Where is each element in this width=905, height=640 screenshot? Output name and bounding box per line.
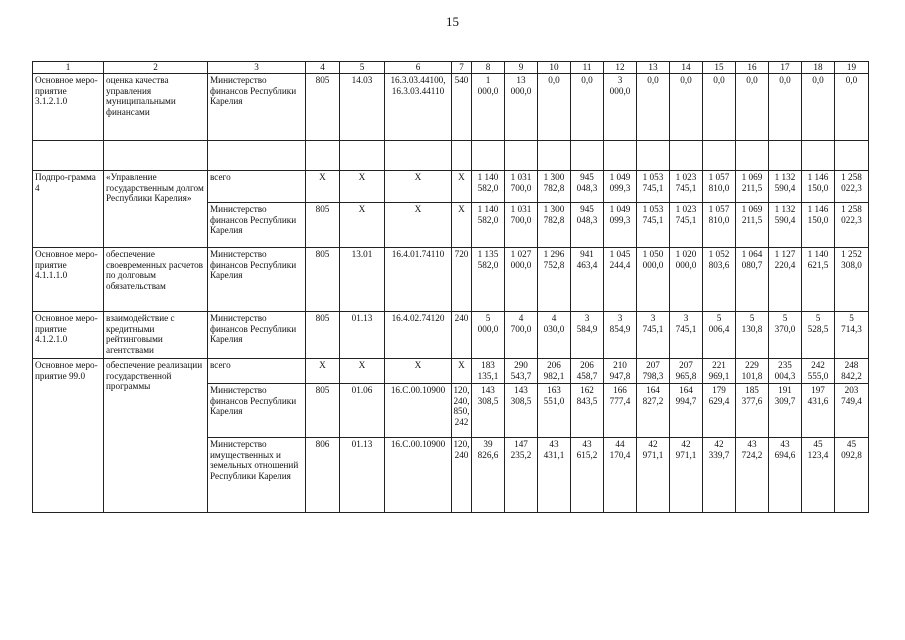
spacer-cell: [33, 141, 104, 171]
value-cell: 3 584,9: [571, 312, 604, 359]
value-cell: 1 053 745,1: [637, 171, 670, 203]
executor-cell: всего: [208, 359, 306, 384]
spacer-cell: [538, 141, 571, 171]
measure-description: «Управление государственным долгом Республики Карелия»: [104, 171, 208, 248]
column-header-9: 9: [505, 62, 538, 74]
value-cell: 1 052 803,6: [703, 248, 736, 312]
value-cell: 248 842,2: [835, 359, 869, 384]
value-cell: 43 694,6: [769, 438, 802, 513]
value-cell: 1 049 099,3: [604, 171, 637, 203]
section-code-cell: 01.13: [340, 312, 385, 359]
value-cell: 5 000,0: [472, 312, 505, 359]
spacer-cell: [340, 141, 385, 171]
target-code-cell: X: [385, 203, 452, 248]
spacer-row: [33, 141, 869, 171]
measure-description: обеспечение своевременных расчетов по долговым обязательствам: [104, 248, 208, 312]
value-cell: 945 048,3: [571, 203, 604, 248]
target-code-cell: 16.3.03.44100, 16.3.03.44110: [385, 74, 452, 141]
column-header-4: 4: [306, 62, 340, 74]
value-cell: 3 745,1: [670, 312, 703, 359]
value-cell: 1 252 308,0: [835, 248, 869, 312]
table-row: [33, 248, 869, 312]
executor-cell: Министерство имущественных и земельных отношений Республики Карелия: [208, 438, 306, 513]
table-body: [33, 62, 869, 513]
value-cell: 1 050 000,0: [637, 248, 670, 312]
value-cell: 1 146 150,0: [802, 171, 835, 203]
table-row: [33, 171, 869, 203]
value-cell: 1 146 150,0: [802, 203, 835, 248]
spacer-cell: [835, 141, 869, 171]
target-code-cell: 16.4.02.74120: [385, 312, 452, 359]
spacer-cell: [208, 141, 306, 171]
section-code-cell: X: [340, 171, 385, 203]
column-header-16: 16: [736, 62, 769, 74]
budget-table: [32, 61, 869, 513]
value-cell: 0,0: [637, 74, 670, 141]
ministry-code-cell: 806: [306, 438, 340, 513]
value-cell: 143 308,5: [505, 384, 538, 438]
value-cell: 1 140 582,0: [472, 203, 505, 248]
value-cell: 39 826,6: [472, 438, 505, 513]
table-row: [33, 312, 869, 359]
value-cell: 43 431,1: [538, 438, 571, 513]
value-cell: 229 101,8: [736, 359, 769, 384]
value-cell: 235 004,3: [769, 359, 802, 384]
value-cell: 5 130,8: [736, 312, 769, 359]
value-cell: 0,0: [703, 74, 736, 141]
spacer-cell: [385, 141, 452, 171]
value-cell: 1 020 000,0: [670, 248, 703, 312]
value-cell: 191 309,7: [769, 384, 802, 438]
column-header-13: 13: [637, 62, 670, 74]
spacer-cell: [505, 141, 538, 171]
column-header-14: 14: [670, 62, 703, 74]
value-cell: 44 170,4: [604, 438, 637, 513]
ministry-code-cell: 805: [306, 74, 340, 141]
expense-type-cell: X: [452, 171, 472, 203]
section-code-cell: X: [340, 203, 385, 248]
column-header-7: 7: [452, 62, 472, 74]
spacer-cell: [670, 141, 703, 171]
value-cell: 3 854,9: [604, 312, 637, 359]
value-cell: 1 258 022,3: [835, 203, 869, 248]
value-cell: 290 543,7: [505, 359, 538, 384]
expense-type-cell: 120, 240: [452, 438, 472, 513]
spacer-cell: [571, 141, 604, 171]
column-header-19: 19: [835, 62, 869, 74]
executor-cell: Министерство финансов Республики Карелия: [208, 203, 306, 248]
spacer-cell: [452, 141, 472, 171]
value-cell: 1 258 022,3: [835, 171, 869, 203]
expense-type-cell: 120, 240, 850, 242: [452, 384, 472, 438]
page-number: 15: [446, 14, 459, 29]
target-code-cell: X: [385, 359, 452, 384]
value-cell: 183 135,1: [472, 359, 505, 384]
value-cell: 1 053 745,1: [637, 203, 670, 248]
value-cell: 1 140 621,5: [802, 248, 835, 312]
value-cell: 945 048,3: [571, 171, 604, 203]
value-cell: 1 296 752,8: [538, 248, 571, 312]
value-cell: 42 971,1: [670, 438, 703, 513]
value-cell: 1 049 099,3: [604, 203, 637, 248]
spacer-cell: [802, 141, 835, 171]
value-cell: 4 700,0: [505, 312, 538, 359]
spacer-cell: [637, 141, 670, 171]
header-row: [33, 62, 869, 74]
value-cell: 163 551,0: [538, 384, 571, 438]
value-cell: 5 528,5: [802, 312, 835, 359]
value-cell: 242 555,0: [802, 359, 835, 384]
ministry-code-cell: 805: [306, 384, 340, 438]
section-code-cell: X: [340, 359, 385, 384]
value-cell: 43 724,2: [736, 438, 769, 513]
executor-cell: Министерство финансов Республики Карелия: [208, 248, 306, 312]
value-cell: 1 064 080,7: [736, 248, 769, 312]
value-cell: 185 377,6: [736, 384, 769, 438]
column-header-11: 11: [571, 62, 604, 74]
spacer-cell: [306, 141, 340, 171]
value-cell: 1 140 582,0: [472, 171, 505, 203]
column-header-1: 1: [33, 62, 104, 74]
value-cell: 1 069 211,5: [736, 203, 769, 248]
target-code-cell: 16.С.00.10900: [385, 384, 452, 438]
value-cell: 164 827,2: [637, 384, 670, 438]
value-cell: 1 000,0: [472, 74, 505, 141]
column-header-17: 17: [769, 62, 802, 74]
value-cell: 147 235,2: [505, 438, 538, 513]
spacer-cell: [703, 141, 736, 171]
ministry-code-cell: 805: [306, 312, 340, 359]
value-cell: 0,0: [538, 74, 571, 141]
target-code-cell: 16.4.01.74110: [385, 248, 452, 312]
value-cell: 203 749,4: [835, 384, 869, 438]
value-cell: 941 463,4: [571, 248, 604, 312]
measure-name: Основное меро-приятие 4.1.1.1.0: [33, 248, 104, 312]
value-cell: 1 045 244,4: [604, 248, 637, 312]
value-cell: 1 023 745,1: [670, 171, 703, 203]
column-header-6: 6: [385, 62, 452, 74]
value-cell: 0,0: [670, 74, 703, 141]
value-cell: 5 714,3: [835, 312, 869, 359]
table-row: [33, 74, 869, 141]
column-header-12: 12: [604, 62, 637, 74]
value-cell: 0,0: [802, 74, 835, 141]
value-cell: 197 431,6: [802, 384, 835, 438]
table-row: [33, 359, 869, 384]
expense-type-cell: X: [452, 359, 472, 384]
measure-description: взаимодействие с кредитными рейтинговыми агентствами: [104, 312, 208, 359]
column-header-2: 2: [104, 62, 208, 74]
column-header-15: 15: [703, 62, 736, 74]
spacer-cell: [736, 141, 769, 171]
target-code-cell: X: [385, 171, 452, 203]
value-cell: 1 031 700,0: [505, 171, 538, 203]
expense-type-cell: 240: [452, 312, 472, 359]
value-cell: 207 965,8: [670, 359, 703, 384]
spacer-cell: [472, 141, 505, 171]
value-cell: 1 135 582,0: [472, 248, 505, 312]
value-cell: 1 132 590,4: [769, 171, 802, 203]
value-cell: 1 300 782,8: [538, 171, 571, 203]
expense-type-cell: 540: [452, 74, 472, 141]
value-cell: 3 000,0: [604, 74, 637, 141]
value-cell: 1 300 782,8: [538, 203, 571, 248]
ministry-code-cell: X: [306, 171, 340, 203]
value-cell: 166 777,4: [604, 384, 637, 438]
spacer-cell: [604, 141, 637, 171]
expense-type-cell: 720: [452, 248, 472, 312]
executor-cell: всего: [208, 171, 306, 203]
value-cell: 143 308,5: [472, 384, 505, 438]
spacer-cell: [104, 141, 208, 171]
column-header-3: 3: [208, 62, 306, 74]
value-cell: 207 798,3: [637, 359, 670, 384]
spacer-cell: [769, 141, 802, 171]
value-cell: 0,0: [736, 74, 769, 141]
value-cell: 1 023 745,1: [670, 203, 703, 248]
value-cell: 0,0: [835, 74, 869, 141]
ministry-code-cell: X: [306, 359, 340, 384]
value-cell: 43 615,2: [571, 438, 604, 513]
value-cell: 179 629,4: [703, 384, 736, 438]
value-cell: 5 370,0: [769, 312, 802, 359]
value-cell: 1 132 590,4: [769, 203, 802, 248]
value-cell: 13 000,0: [505, 74, 538, 141]
value-cell: 4 030,0: [538, 312, 571, 359]
measure-name: Подпро-грамма 4: [33, 171, 104, 248]
section-code-cell: 13.01: [340, 248, 385, 312]
value-cell: 210 947,8: [604, 359, 637, 384]
value-cell: 42 971,1: [637, 438, 670, 513]
value-cell: 0,0: [571, 74, 604, 141]
measure-description: обеспечение реализации государственной программы: [104, 359, 208, 513]
executor-cell: Министерство финансов Республики Карелия: [208, 312, 306, 359]
value-cell: 1 027 000,0: [505, 248, 538, 312]
value-cell: 206 458,7: [571, 359, 604, 384]
executor-cell: Министерство финансов Республики Карелия: [208, 74, 306, 141]
ministry-code-cell: 805: [306, 203, 340, 248]
target-code-cell: 16.С.00.10900: [385, 438, 452, 513]
value-cell: 1 127 220,4: [769, 248, 802, 312]
value-cell: 0,0: [769, 74, 802, 141]
column-header-10: 10: [538, 62, 571, 74]
ministry-code-cell: 805: [306, 248, 340, 312]
section-code-cell: 01.13: [340, 438, 385, 513]
section-code-cell: 14.03: [340, 74, 385, 141]
value-cell: 164 994,7: [670, 384, 703, 438]
value-cell: 1 057 810,0: [703, 203, 736, 248]
value-cell: 3 745,1: [637, 312, 670, 359]
value-cell: 5 006,4: [703, 312, 736, 359]
measure-name: Основное меро-приятие 3.1.2.1.0: [33, 74, 104, 141]
executor-cell: Министерство финансов Республики Карелия: [208, 384, 306, 438]
value-cell: 1 031 700,0: [505, 203, 538, 248]
value-cell: 206 982,1: [538, 359, 571, 384]
value-cell: 1 069 211,5: [736, 171, 769, 203]
value-cell: 162 843,5: [571, 384, 604, 438]
column-header-18: 18: [802, 62, 835, 74]
value-cell: 1 057 810,0: [703, 171, 736, 203]
column-header-5: 5: [340, 62, 385, 74]
measure-name: Основное меро-приятие 4.1.2.1.0: [33, 312, 104, 359]
section-code-cell: 01.06: [340, 384, 385, 438]
measure-name: Основное меро-приятие 99.0: [33, 359, 104, 513]
value-cell: 45 123,4: [802, 438, 835, 513]
column-header-8: 8: [472, 62, 505, 74]
value-cell: 42 339,7: [703, 438, 736, 513]
value-cell: 45 092,8: [835, 438, 869, 513]
measure-description: оценка качества управления муниципальными финансами: [104, 74, 208, 141]
value-cell: 221 969,1: [703, 359, 736, 384]
expense-type-cell: X: [452, 203, 472, 248]
